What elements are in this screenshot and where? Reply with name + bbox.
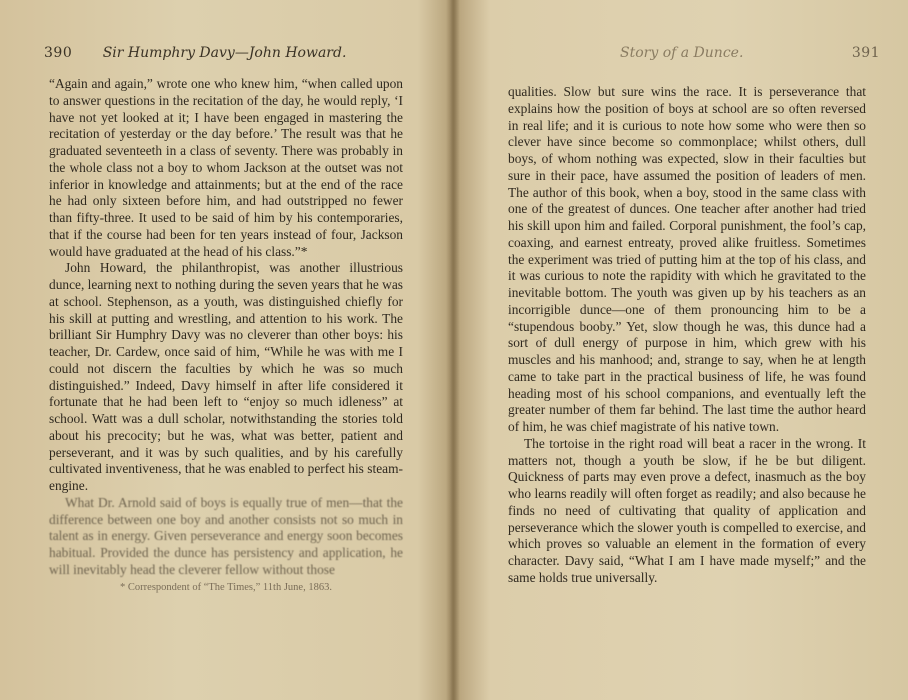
left-running-head <box>44 45 346 61</box>
left-paragraph-2: John Howard, the philanthropist, was another illustrious dunce, learning next to nothing during the seven years that he was at school. Stephenson, as a youth, was distinguished chiefly for his skill at putting and wrestling, and attention to his work. The brilliant Sir Humphry Davy was no cleverer than other boys: his teacher, Dr. Cardew, once said of him, “While he was with me I could not discern the faculties by which he was so much distinguished.” Indeed, Davy himself in after life considered it fortunate that he had been left to “enjoy so much idleness” at school. Watt was a dull scholar, notwithstanding the stories told about his precocity; but he was, what was better, patient and perseverant, and it was by such qualities, and by his carefully cultivated inventiveness, that he was enabled to perfect his steam-engine. <box>49 260 404 493</box>
right-paragraph-2: The tortoise in the right road will beat a racer in the wrong. It matters not, though a youth be slow, if he be but diligent. Quickness of parts may even prove a defect, inasmuch as the boy who learns readily will often forget as readily; and also because he finds no need of cultivating that quality of application and perseverance which the slower youth is compelled to exercise, and which proves so valuable an element in the formation of every character. Davy said, “What I am I have made myself;” and the same holds true universally. <box>508 435 866 585</box>
left-running-title: Sir Humphry Davy—John Howard. <box>102 45 347 61</box>
right-body-text <box>508 84 866 587</box>
right-page-number: 391 <box>851 45 881 61</box>
left-footnote: * Correspondent of “The Times,” 11th June, 1863. <box>120 581 332 593</box>
right-page <box>456 0 908 700</box>
left-body-text <box>49 76 403 595</box>
left-paragraph-1: “Again and again,” wrote one who knew him, “when called upon to answer questions in the recitation of the day, he would reply, ‘I have not yet looked at it; I have been engaged in mastering the recitation of yesterday or the day before.’ The result was that he graduated seventeeth in a class of seventy. There was probably in the whole class not a boy to whom Jackson at the outset was not inferior in knowledge and attainments; but at the end of the race he had only sixteen before him, and had outstripped no fewer than fifty-three. It used to be said of him by his contemporaries, that if the course had been for ten years instead of four, Jackson would have graduated at the head of his class.”* <box>49 76 403 259</box>
left-page-number: 390 <box>44 45 73 61</box>
right-running-title: Story of a Dunce. <box>620 45 744 61</box>
left-page <box>0 0 452 700</box>
right-running-head <box>620 45 880 61</box>
right-paragraph-1: qualities. Slow but sure wins the race. It is perseverance that explains how the position of boys at school are so often reversed in real life; and it is curious to note how some who were then so clever have since become so commonplace; whilst others, dull boys, of whom nothing was expected, slow in their faculties but sure in their pace, have assumed the position of leaders of men. The author of this book, when a boy, stood in the same class with one of the greatest of dunces. One teacher after another had tried his skill upon him and failed. Corporal punishment, the fool’s cap, coaxing, and earnest entreaty, proved alike fruitless. Sometimes the experiment was tried of putting him at the top of his class, and it was curious to note the rapidity with which he gravitated to the inevitable bottom. The youth was given up by his teachers as an incorrigible dunce—one of them pronouncing him to be a “stupendous booby.” Yet, slow though he was, this dunce had a sort of dull energy of purpose in him, which grew with his muscles and his manhood; and, strange to say, when he at length came to take part in the practical business of life, he was found heading most of his school companions, and eventually left the greater number of them far behind. The last time the author heard of him, he was chief magistrate of his native town. <box>508 84 866 434</box>
left-paragraph-3: What Dr. Arnold said of boys is equally true of men—that the difference between one boy and another consists not so much in talent as in energy. Given perseverance and energy soon becomes habitual. Provided the dunce has persistency and application, he will inevitably head the cleverer fellow without those <box>49 494 403 577</box>
